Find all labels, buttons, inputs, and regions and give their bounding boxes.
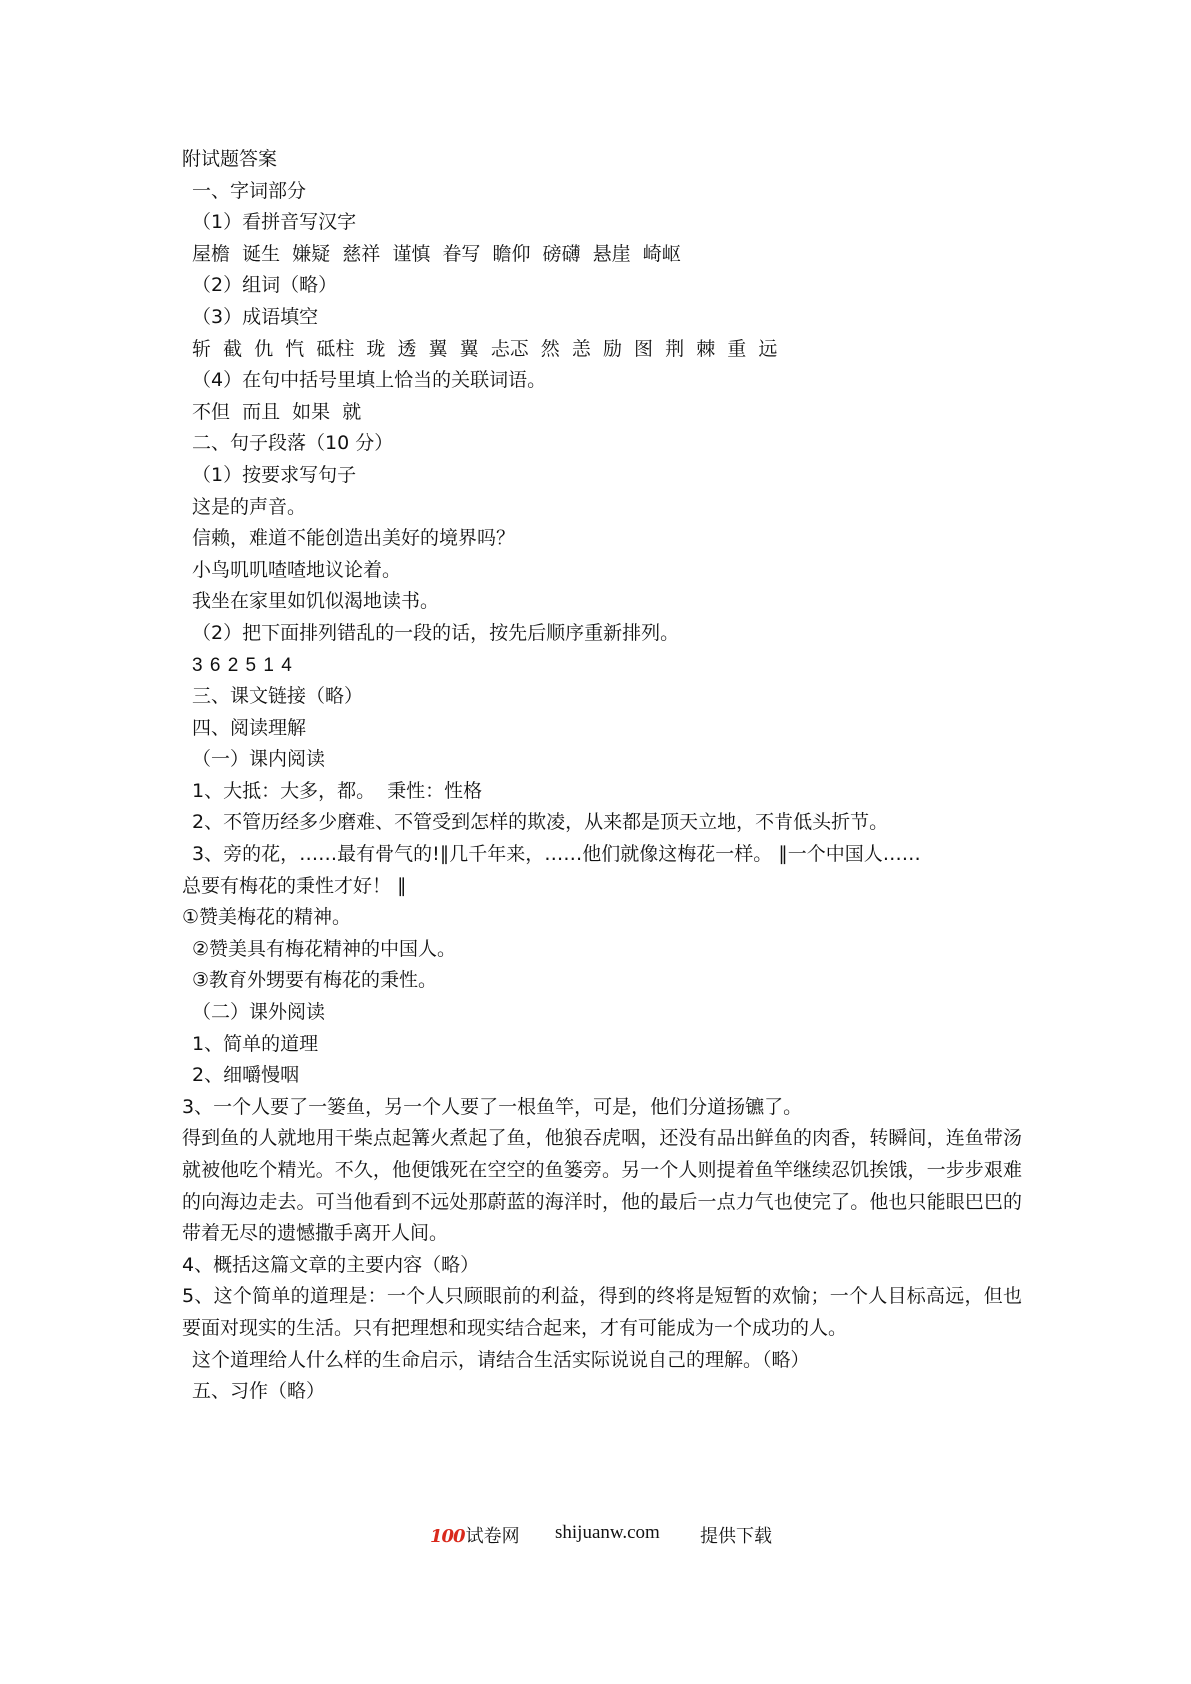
section-5-heading: 五、习作（略）	[192, 1380, 326, 1403]
answer-line: 三、课文链接（略）	[192, 685, 364, 708]
answer-line: 斩 截 仇 忾 砥柱 珑 透 翼 翼 忐忑 然 恙 励 图 荆 棘 重 远	[192, 337, 778, 360]
answer-line: 一、字词部分	[192, 179, 307, 202]
logo-100-icon: 100	[430, 1526, 465, 1547]
site-url-link[interactable]: shijuanw.com	[555, 1522, 660, 1543]
question-5-paragraph: 5、这个简单的道理是：一个人只顾眼前的利益，得到的终将是短暂的欢愉；一个人目标高远，但也要面对现实的生活。只有把理想和现实结合起来，才有可能成为一个成功的人。	[182, 1285, 1022, 1339]
answer-line: 2、不管历经多少磨难、不管受到怎样的欺凌，从来都是顶天立地，不肯低头折节。	[192, 811, 889, 834]
logo-text: 试卷网	[465, 1526, 520, 1547]
answer-line: 3、一个人要了一篓鱼，另一个人要了一根鱼竿，可是，他们分道扬镳了。	[182, 1095, 803, 1118]
answer-line: 我坐在家里如饥似渴地读书。	[192, 590, 440, 613]
answer-line: （2）组词（略）	[192, 274, 338, 297]
answer-line: 屋檐 诞生 嫌疑 慈祥 谨慎 眷写 瞻仰 磅礴 悬崖 崎岖	[192, 242, 681, 265]
answer-lines	[182, 144, 1022, 1123]
answer-line: 小鸟叽叽喳喳地议论着。	[192, 558, 402, 581]
answer-line: ③教育外甥要有梅花的秉性。	[192, 969, 438, 992]
answer-line: 附试题答案	[182, 148, 278, 170]
answer-line: 不但 而且 如果 就	[192, 400, 362, 423]
question-4-line: 4、概括这篇文章的主要内容（略）	[182, 1253, 480, 1276]
answer-key-content	[182, 144, 1022, 1408]
answer-line: （1）按要求写句子	[192, 463, 357, 486]
answer-line: 总要有梅花的秉性才好！ ∥	[182, 874, 407, 897]
answer-line: 1、大抵：大多，都。 秉性：性格	[192, 779, 483, 802]
answer-line: 四、阅读理解	[192, 716, 307, 739]
answer-line: （2）把下面排列错乱的一段的话，按先后顺序重新排列。	[192, 621, 680, 644]
answer-line: （4）在句中括号里填上恰当的关联词语。	[192, 369, 547, 392]
answer-line: ①赞美梅花的精神。	[182, 906, 352, 929]
download-note: 提供下载	[700, 1526, 772, 1547]
reading-passage-paragraph: 得到鱼的人就地用干柴点起篝火煮起了鱼，他狼吞虎咽，还没有品出鲜鱼的肉香，转瞬间，连鱼带汤就被他吃个精光。不久，他便饿死在空空的鱼篓旁。另一个人则提着鱼竿继续忍饥挨饿，一步步艰难的向海边走去。可当他看到不远处那蔚蓝的海洋时，他的最后一点力气也使完了。他也只能眼巴巴的带着无尽的遗憾撒手离开人间。	[182, 1127, 1022, 1245]
question-5-followup-line: 这个道理给人什么样的生命启示，请结合生活实际说说自己的理解。（略）	[192, 1348, 810, 1371]
answer-line: 二、句子段落（10 分）	[192, 432, 394, 455]
answer-line: （一）课内阅读	[192, 748, 326, 771]
answer-line: （1）看拼音写汉字	[192, 211, 357, 234]
answer-line: ②赞美具有梅花精神的中国人。	[192, 937, 457, 960]
answer-line: 这是的声音。	[192, 495, 307, 518]
answer-line: 3 6 2 5 1 4	[192, 654, 293, 676]
answer-line: 信赖，难道不能创造出美好的境界吗？	[192, 527, 516, 550]
answer-line: 2、细嚼慢咽	[192, 1064, 300, 1087]
answer-line: （3）成语填空	[192, 305, 319, 328]
answer-line: 1、简单的道理	[192, 1032, 319, 1055]
answer-line: 3、旁的花，……最有骨气的!∥几千年来，……他们就像这梅花一样。 ∥一个中国人……	[192, 843, 921, 866]
site-logo[interactable]	[430, 1522, 520, 1548]
answer-line: （二）课外阅读	[192, 1001, 326, 1024]
